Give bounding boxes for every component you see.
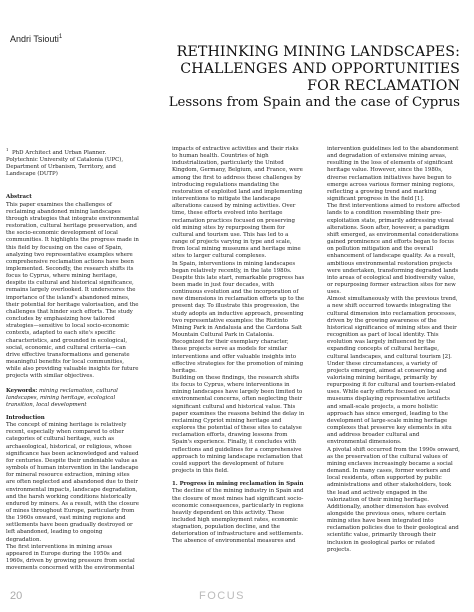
title-line: FOR RECLAMATION	[307, 78, 460, 94]
column-left	[6, 146, 139, 572]
paragraph: Building on these findings, the research shifts its focus to Cyprus, where interventions in mining landscapes have largely been limited to environmental concerns, often neglecting their significant cultural and historical value. This paper examines the reasons behind the delay in reclaiming Cypriot mining heritage and explores the potential of these sites to catalyse reclamation efforts, drawing lessons from Spain's experience. Finally, it concludes with reflections and guidelines for a comprehensive approach to mining landscape reclamation that could support the development of future projects in this field.	[172, 375, 305, 475]
paragraph: Almost simultaneously with the previous trend, a new shift occurred towards integrating the cultural dimension into reclamation processes, driven by the growing awareness of the historical significance of mining sites and their recognition as part of local identity. This evolution was largely influenced by the expanding concepts of cultural heritage, cultural landscapes, and cultural tourism [2].	[327, 296, 458, 360]
paragraph: The first interventions in mining areas appeared in Europe during the 1950s and 1960s, driven by growing pressure from social movements concerned with the environmental	[6, 543, 135, 572]
paragraph: impacts of extractive activities and their risks to human health. Countries of high industrialization, particularly the United Kingdom, Germany, Belgium, and France, were among the first to address these challenges by introducing regulations mandating the restoration of exploited land and implementing interventions to mitigate the landscape alterations caused by mining activities. Over time, these efforts evolved into heritage reclamation practices focused on preserving old mining sites by repurposing them for cultural and tourism use. This has led to a range of projects varying in type and scale, from local mining museums and heritage mine sites to larger cultural complexes.	[172, 146, 303, 260]
paragraph: The decline of the mining industry in Spain and the closure of most mines had significant socio-economic consequences, particularly in regions heavily dependent on this activity. These included high unemployment rates, economic stagnation, population decline, and the deterioration of infrastructure and settlements. The absence of environmental measures and	[172, 488, 304, 545]
paragraph: In Spain, interventions in mining landscapes began relatively recently, in the late 1980s. Despite this late start, remarkable progress has been made in just four decades, with continuous evolution and the incorporation of new dimensions in reclamation efforts up to the present day. To illustrate this progression, the study adopts an inductive approach, presenting two representative examples: the Riotinto Mining Park in Andalusia and the Cardona Salt Mountain Cultural Park in Catalonia.	[172, 260, 305, 339]
paragraph: Under these circumstances, a variety of projects emerged, aimed at conserving and valorising mining heritage, primarily by repurposing it for cultural and tourism-related uses. While early efforts focused on local museums displaying representative artifacts and small-scale projects, a more holistic approach has since emerged, leading to the development of large-scale mining heritage complexes that preserve key elements in situ and address broader cultural and environmental dimensions.	[327, 360, 456, 446]
author-name: Andri Tsiouti$^1$	[10, 34, 63, 44]
paper-title	[130, 44, 460, 95]
title-line: RETHINKING MINING LANDSCAPES:	[176, 44, 460, 60]
journal-logo: FOCUS	[199, 590, 245, 602]
abstract-text: This paper examines the challenges of reclaiming abandoned mining landscapes through strategies that integrate environmental restoration, cultural heritage preservation, and the socio-economic development of local communities. It highlights the progress made in this field by focusing on the case of Spain, analyzing two representative examples where comprehensive reclamation actions have been implemented. Secondly, the research shifts its focus to Cyprus, where mining heritage, despite its cultural and historical significance, remains largely overlooked. It underscores the importance of the island's abandoned mines, their potential for heritage valorisation, and the challenges that hinder such efforts. The study concludes by emphasizing how tailored strategies—sensitive to local socio-economic contexts, adapted to each site's specific characteristics, and grounded in ecological, social, economic, and cultural criteria—can drive effective transformations and generate meaningful benefits for local communities, while also providing valuable insights for future projects with similar objectives.	[6, 201, 139, 380]
paragraph: Additionally, another dimension has evolved alongside the previous ones, where certain mining sites have been integrated into reclamation policies due to their geological and scientific value, primarily through their inclusion in geological parks or related projects.	[327, 503, 459, 553]
paragraph: The first interventions aimed to restore affected lands to a condition resembling their pre-exploitation state, primarily addressing visual alterations. Soon after, however, a paradigm shift emerged, as environmental considerations gained prominence and efforts began to focus on pollution mitigation and the overall enhancement of landscape quality. As a result, ambitious environmental restoration projects were undertaken, transforming degraded lands into areas of ecological and biodiversity value, or repurposing former extraction sites for new uses.	[327, 203, 460, 296]
title-line: CHALLENGES AND OPPORTUNITIES	[180, 61, 460, 77]
paragraph: A pivotal shift occurred from the 1990s onward, as the preservation of the cultural values of mining enclaves increasingly became a social demand. In many cases, former workers and local residents, often supported by public administrations and other stakeholders, took the lead and actively engaged in the valorization of their mining heritage.	[327, 446, 460, 503]
page-number: 20	[10, 590, 23, 602]
column-right	[327, 146, 460, 554]
section-heading: 1. Progress in mining reclamation in Spain	[172, 481, 304, 488]
paper-subtitle: Lessons from Spain and the case of Cyprus	[168, 95, 460, 110]
footnote: $^1$ PhD Architect and Urban Planner. Polytechnic University of Catalonia (UPC), Department of Urbanism, Territory, and Landscape (DUTP)	[6, 147, 124, 178]
keywords: Keywords: mining reclamation, cultural landscapes, mining heritage, ecological transition, local development	[6, 387, 118, 408]
paragraph: intervention guidelines led to the abandonment and degradation of extensive mining areas, resulting in the loss of elements of significant heritage value. However, since the 1980s, diverse reclamation initiatives have begun to emerge across various former mining regions, reflecting a growing trend and marking significant progress in the field [1].	[327, 146, 459, 203]
intro-heading: Introduction	[6, 414, 45, 421]
paragraph: Recognized for their exemplary character, these projects serve as models for similar interventions and offer valuable insights into effective strategies for the promotion of mining heritage.	[172, 339, 304, 374]
paragraph: The concept of mining heritage is relatively recent, especially when compared to other categories of cultural heritage, such as archaeological, historical, or religious, whose significance has been acknowledged and valued for centuries. Despite their undeniable value as symbols of human intervention in the landscape for mineral resource extraction, mining sites are often neglected and abandoned due to their environmental impacts, landscape degradation, and the harsh working conditions historically endured by miners. As a result, with the closure of mines throughout Europe, particularly from the 1960s onward, vast mining regions and settlements have been gradually destroyed or left abandoned, leading to ongoing degradation.	[6, 422, 139, 543]
column-middle	[172, 146, 305, 546]
abstract-heading: Abstract	[6, 194, 32, 201]
